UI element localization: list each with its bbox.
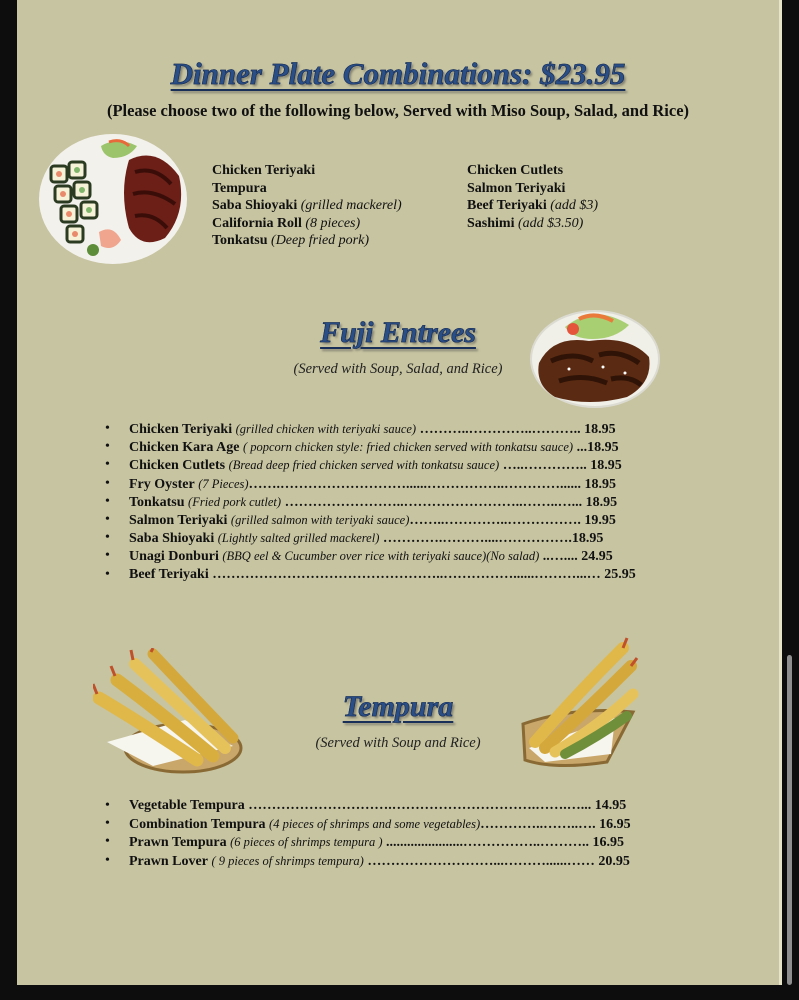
combo-column-left bbox=[212, 162, 402, 250]
combo-item: Beef Teriyaki (add $3) bbox=[467, 198, 599, 214]
list-item: • Saba Shioyaki (Lightly salted grilled mackerel) ………….………....…………….18.95 bbox=[105, 529, 636, 547]
list-item: • Chicken Kara Age ( popcorn chicken style: fried chicken served with tonkatsu sauce) ...18.95 bbox=[105, 438, 636, 456]
combo-plate-photo bbox=[37, 132, 189, 266]
fuji-entrees-title: Fuji Entrees bbox=[320, 316, 476, 349]
combo-item: Sashimi (add $3.50) bbox=[467, 215, 584, 231]
dinner-plate-title: Dinner Plate Combinations: $23.95 bbox=[170, 56, 626, 91]
combo-item: Salmon Teriyaki bbox=[467, 180, 566, 196]
combo-item: California Roll (8 pieces) bbox=[212, 215, 361, 231]
list-item: • Fry Oyster (7 Pieces)…….………………………......……………..…………...... 18.95 bbox=[105, 475, 636, 493]
tempura-note: (Served with Soup and Rice) bbox=[315, 735, 481, 751]
list-item: • Vegetable Tempura ………………………….………………………….…….…... 14.95 bbox=[105, 797, 631, 815]
tempura-list bbox=[105, 797, 631, 870]
fuji-entrees-note: (Served with Soup, Salad, and Rice) bbox=[293, 361, 503, 377]
list-item: • Prawn Tempura (6 pieces of shrimps tempura ) ......................……………..……….. 16.95 bbox=[105, 833, 631, 851]
fuji-entrees-list bbox=[105, 420, 636, 584]
list-item: • Beef Teriyaki …………………………………………..……………......………...… 25.95 bbox=[105, 566, 636, 584]
list-item: • Combination Tempura (4 pieces of shrimps and some vegetables)…………..……..…. 16.95 bbox=[105, 815, 631, 833]
tempura-basket-photo-right bbox=[515, 636, 639, 772]
combo-item: Chicken Teriyaki bbox=[212, 163, 316, 178]
combo-item: Chicken Cutlets bbox=[467, 163, 564, 178]
list-item: • Salmon Teriyaki (grilled salmon with teriyaki sauce)……..…………..……………. 19.95 bbox=[105, 511, 636, 529]
tempura-title: Tempura bbox=[342, 690, 454, 723]
scrollbar[interactable] bbox=[787, 655, 792, 985]
list-item: • Chicken Teriyaki (grilled chicken with teriyaki sauce) ………..…………..……….. 18.95 bbox=[105, 420, 636, 438]
list-item: • Tonkatsu (Fried pork cutlet) ……………………..……………………..……..…... 18.95 bbox=[105, 493, 636, 511]
menu-page bbox=[17, 0, 782, 985]
teriyaki-plate-photo bbox=[529, 303, 661, 409]
list-item: • Prawn Lover ( 9 pieces of shrimps tempura) ………………………...………......…… 20.95 bbox=[105, 852, 631, 870]
list-item: • Unagi Donburi (BBQ eel & Cucumber over rice with teriyaki sauce)(No salad) ..….... 24.95 bbox=[105, 547, 636, 565]
combo-item: Tonkatsu (Deep fried pork) bbox=[212, 233, 369, 249]
dinner-plate-note: (Please choose two of the following below, Served with Miso Soup, Salad, and Rice) bbox=[106, 101, 690, 120]
combo-column-right bbox=[467, 162, 598, 232]
combo-item: Tempura bbox=[212, 180, 267, 196]
list-item: • Chicken Cutlets (Bread deep fried chicken served with tonkatsu sauce) …..………….. 18.95 bbox=[105, 456, 636, 474]
combo-item: Saba Shioyaki (grilled mackerel) bbox=[212, 198, 402, 214]
